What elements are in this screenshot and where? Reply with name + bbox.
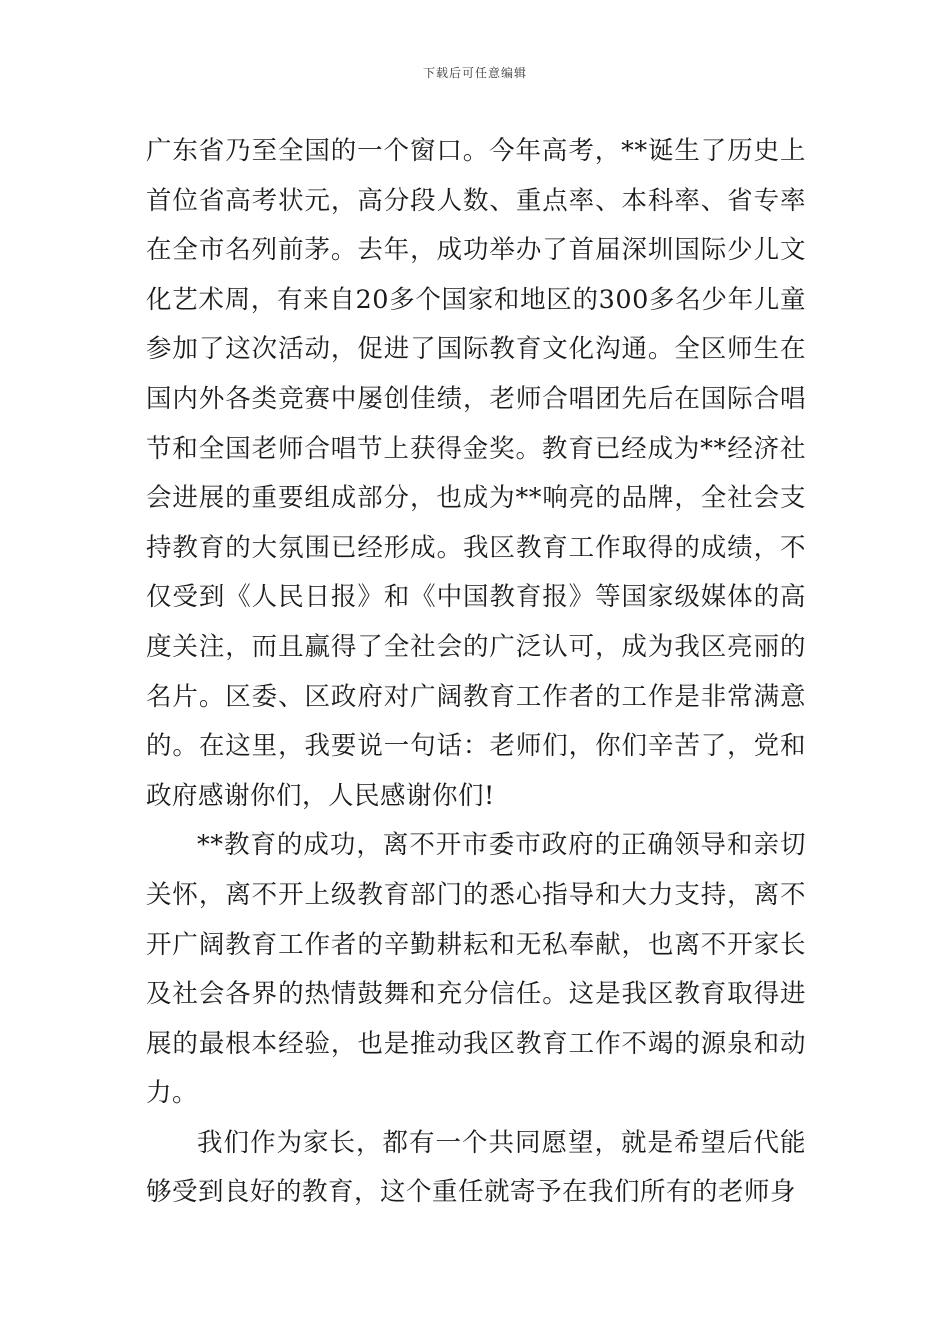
paragraph-1: 广东省乃至全国的一个窗口。今年高考，**诞生了历史上首位省高考状元，高分段人数、重点率、本科率、省专率在全市名列前茅。去年，成功举办了首届深圳国际少儿文化艺术周，有来自20多个国家和地区的300多名少年儿童参加了这次活动，促进了国际教育文化沟通。全区师生在国内外各类竞赛中屡创佳绩，老师合唱团先后在国际合唱节和全国老师合唱节上获得金奖。教育已经成为**经济社会进展的重要组成部分，也成为**响亮的品牌，全社会支持教育的大氛围已经形成。我区教育工作取得的成绩，不仅受到《人民日报》和《中国教育报》等国家级媒体的高度关注，而且赢得了全社会的广泛认可，成为我区亮丽的名片。区委、区政府对广阔教育工作者的工作是非常满意的。在这里，我要说一句话：老师们，你们辛苦了，党和政府感谢你们，人民感谢你们! bbox=[146, 136, 806, 811]
header-note: 下载后可任意编辑 bbox=[422, 66, 527, 80]
paragraph-3: 我们作为家长，都有一个共同愿望，就是希望后代能够受到良好的教育，这个重任就寄予在我们所有的老师身 bbox=[146, 1127, 806, 1208]
document-body bbox=[146, 127, 806, 1218]
paragraph-2: **教育的成功，离不开市委市政府的正确领导和亲切关怀，离不开上级教育部门的悉心指导和大力支持，离不开广阔教育工作者的辛勤耕耘和无私奉献，也离不开家长及社会各界的热情鼓舞和充分信任。这是我区教育取得进展的最根本经验，也是推动我区教育工作不竭的源泉和动力。 bbox=[146, 830, 806, 1109]
